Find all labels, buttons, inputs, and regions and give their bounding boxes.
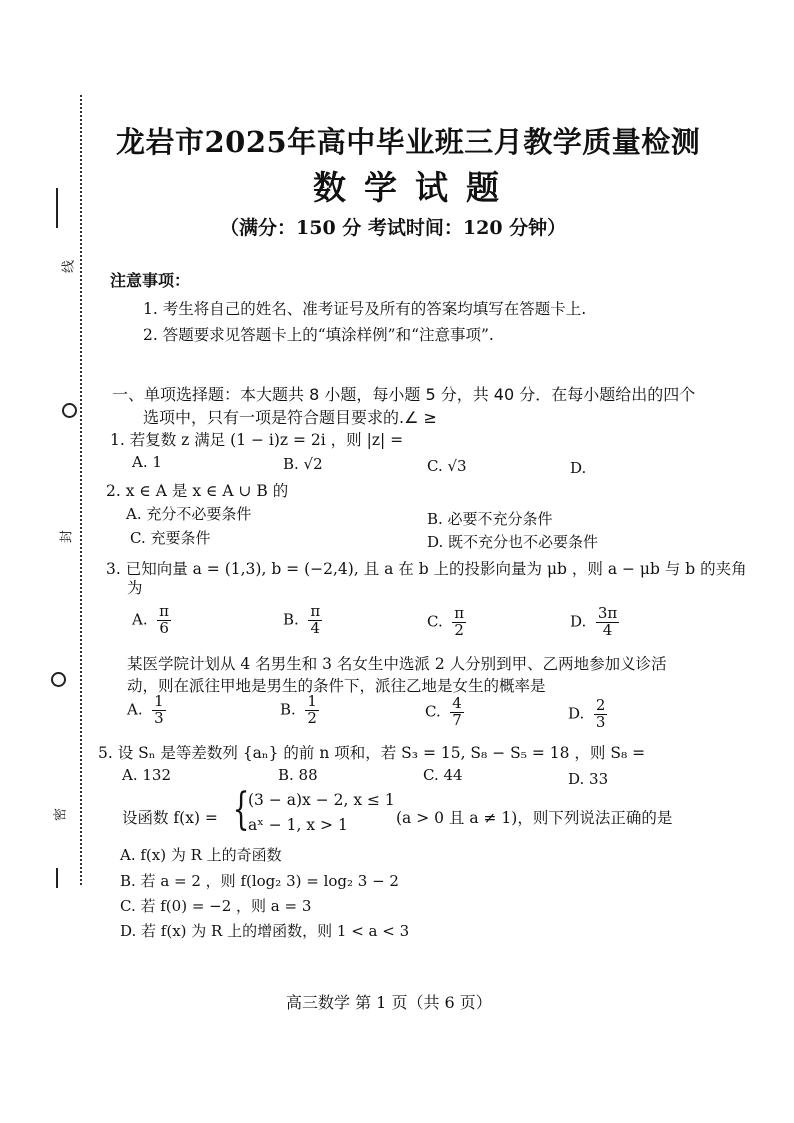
- q5-option-b: B. 88: [278, 766, 318, 784]
- margin-label-seal: 封: [59, 531, 72, 546]
- piecewise-brace: {: [232, 784, 250, 835]
- notes-heading: 注意事项：: [110, 271, 191, 290]
- q6-option-b: B. 若 a = 2 ，则 f(log₂ 3) = log₂ 3 − 2: [120, 872, 399, 890]
- q1-option-b: B. √2: [283, 455, 323, 473]
- margin-label-bottom: 密: [53, 809, 66, 824]
- q4-option-a: A. $\frac{1}{3}$: [127, 692, 164, 727]
- question-4-line1: 某医学院计划从 4 名男生和 3 名女生中选派 2 人分别到甲、乙两地参加义诊活: [127, 655, 667, 673]
- margin-mark: [56, 188, 58, 228]
- q1-option-d: D.: [570, 459, 587, 477]
- q1-option-c: C. √3: [427, 457, 467, 475]
- binding-hole-top: [62, 403, 77, 418]
- question-6-lead: 设函数 f(x) =: [122, 809, 218, 827]
- question-6-case1: (3 − a)x − 2, x ≤ 1: [248, 791, 395, 809]
- exam-subject: 数学试题: [313, 168, 517, 207]
- q3-option-b: B. $\frac{\pi}{4}$: [283, 602, 321, 637]
- q4-option-b: B. $\frac{1}{2}$: [280, 692, 317, 727]
- page-footer: 高三数学 第 1 页（共 6 页）: [286, 993, 492, 1012]
- question-6-case2: aˣ − 1, x > 1: [248, 816, 348, 834]
- exam-title: 龙岩市2025年高中毕业班三月教学质量检测: [116, 125, 701, 159]
- exam-info: （满分：150 分 考试时间：120 分钟）: [220, 217, 567, 239]
- question-2: 2. x ∈ A 是 x ∈ A ∪ B 的: [106, 482, 289, 500]
- q2-option-c: C. 充要条件: [130, 529, 211, 547]
- q2-option-a: A. 充分不必要条件: [126, 505, 252, 523]
- q1-option-a: A. 1: [132, 453, 162, 471]
- q6-option-a: A. f(x) 为 R 上的奇函数: [120, 846, 282, 864]
- q3-option-c: C. $\frac{\pi}{2}$: [427, 604, 465, 639]
- q4-option-d: D. $\frac{2}{3}$: [568, 696, 606, 731]
- q3-option-d: D. $\frac{3\pi}{4}$: [570, 604, 618, 639]
- margin-mark-bottom: [56, 868, 58, 888]
- question-3-line1: 3. 已知向量 a = (1,3), b = (−2,4), 且 a 在 b 上的投影向量为 μb ，则 a − μb 与 b 的夹角: [106, 560, 747, 578]
- question-6-tail: (a > 0 且 a ≠ 1)，则下列说法正确的是: [396, 809, 673, 827]
- q2-option-d: D. 既不充分也不必要条件: [427, 533, 599, 551]
- binding-dotted-line: [80, 95, 82, 885]
- note-item-1: 1. 考生将自己的姓名、准考证号及所有的答案均填写在答题卡上.: [143, 300, 587, 318]
- q2-option-b: B. 必要不充分条件: [427, 510, 553, 528]
- binding-hole-bottom: [51, 672, 66, 687]
- q6-option-d: D. 若 f(x) 为 R 上的增函数，则 1 < a < 3: [120, 922, 410, 940]
- q5-option-c: C. 44: [423, 766, 463, 784]
- q4-option-c: C. $\frac{4}{7}$: [425, 694, 462, 729]
- q3-option-a: A. $\frac{\pi}{6}$: [132, 602, 170, 637]
- question-1: 1. 若复数 z 满足 (1 − i)z = 2i ，则 |z| =: [110, 431, 404, 449]
- section-heading-line1: 一、单项选择题：本大题共 8 小题，每小题 5 分，共 40 分．在每小题给出的四个: [112, 385, 696, 404]
- note-item-2: 2. 答题要求见答题卡上的“填涂样例”和“注意事项”.: [143, 326, 494, 344]
- question-3-line2: 为: [127, 579, 143, 597]
- question-5: 5. 设 Sₙ 是等差数列 {aₙ} 的前 n 项和，若 S₃ = 15, S₈ − S₅ = 18 ，则 S₈ =: [98, 744, 646, 762]
- q6-option-c: C. 若 f(0) = −2 ，则 a = 3: [120, 897, 312, 915]
- section-heading-line2: 选项中，只有一项是符合题目要求的.∠ ≥: [143, 408, 437, 427]
- margin-label-line: 线: [61, 261, 74, 276]
- q5-option-a: A. 132: [122, 766, 171, 784]
- question-4-line2: 动，则在派往甲地是男生的条件下，派往乙地是女生的概率是: [127, 677, 546, 695]
- q5-option-d: D. 33: [568, 770, 609, 788]
